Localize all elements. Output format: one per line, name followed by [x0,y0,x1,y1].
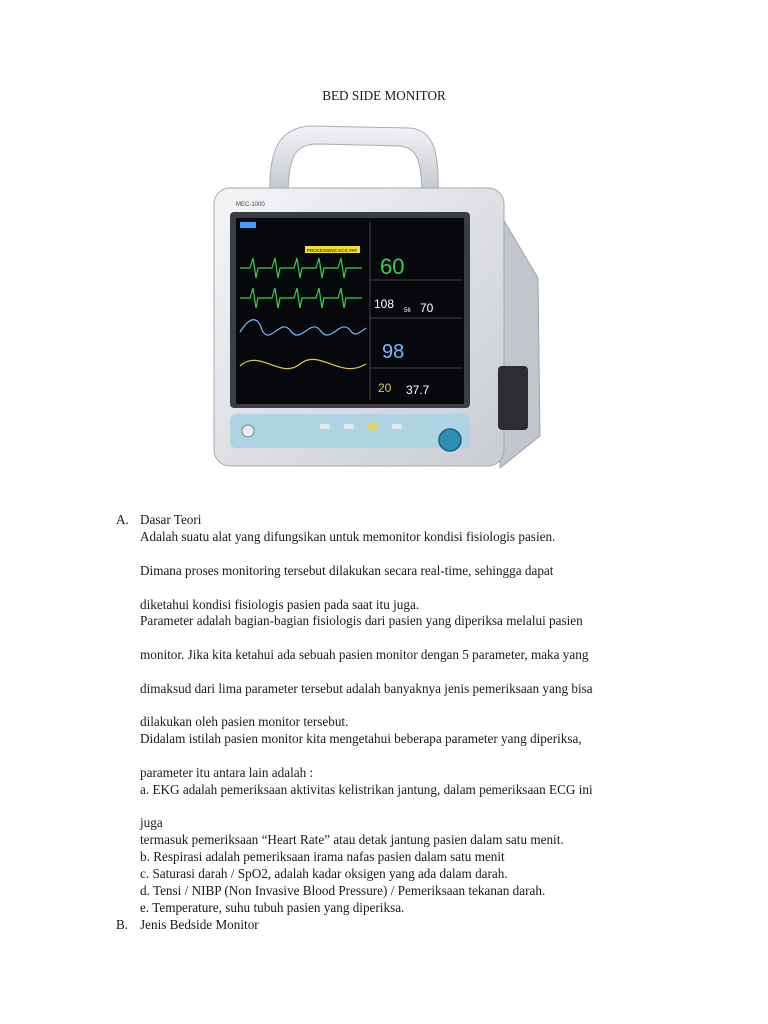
temp-value: 37.7 [406,383,430,397]
page-title: BED SIDE MONITOR [322,88,446,103]
section-b-heading: Jenis Bedside Monitor [140,917,259,932]
body-line: Parameter adalah bagian-bagian fisiologis dari pasien yang diperiksa melalui pasien [140,613,583,628]
body-line: diketahui kondisi fisiologis pasien pada saat itu juga. [140,597,420,612]
hr-value: 60 [380,254,405,279]
section-a-marker: A. [116,512,129,527]
control-strip [230,414,470,448]
section-a-heading: Dasar Teori [140,512,202,527]
alarm-banner-text: PROCESSING ECG ### [307,248,357,253]
power-button [242,425,254,437]
body-line: Adalah suatu alat yang difungsikan untuk memonitor kondisi fisiologis pasien. [140,529,556,544]
body-line: juga [140,815,163,830]
body-line: a. EKG adalah pemeriksaan aktivitas kelistrikan jantung, dalam pemeriksaan ECG ini [140,782,593,797]
body-line: termasuk pemeriksaan “Heart Rate” atau detak jantung pasien dalam satu menit. [140,832,564,847]
section-b-marker: B. [116,917,129,932]
bedside-monitor-image [200,118,550,478]
body-line: d. Tensi / NIBP (Non Invasive Blood Pressure) / Pemeriksaan tekanan darah. [140,883,546,898]
spo2-value: 98 [382,341,405,363]
rotary-knob [439,429,461,451]
body-line: parameter itu antara lain adalah : [140,765,314,780]
handle-shape [270,126,439,198]
body-line: c. Saturasi darah / SpO2, adalah kadar oksigen yang ada dalam darah. [140,866,508,881]
nibp-sys: 108 [374,297,395,311]
body-line: monitor. Jika kita ketahui ada sebuah pasien monitor dengan 5 parameter, maka yang [140,647,589,662]
body-line: Didalam istilah pasien monitor kita mengetahui beberapa parameter yang diperiksa, [140,731,582,746]
battery-door [498,366,528,430]
nibp-map: 56 [404,308,411,314]
resp-value: 20 [378,381,392,395]
brand-label: MEC-1000 [236,202,265,208]
body-line: b. Respirasi adalah pemeriksaan irama nafas pasien dalam satu menit [140,849,505,864]
body-line: dilakukan oleh pasien monitor tersebut. [140,714,349,729]
nibp-dia: 70 [420,301,434,315]
body-line: dimaksud dari lima parameter tersebut adalah banyaknya jenis pemeriksaan yang bisa [140,681,593,696]
body-line: e. Temperature, suhu tubuh pasien yang diperiksa. [140,900,405,915]
body-line: Dimana proses monitoring tersebut dilakukan secara real-time, sehingga dapat [140,563,554,578]
